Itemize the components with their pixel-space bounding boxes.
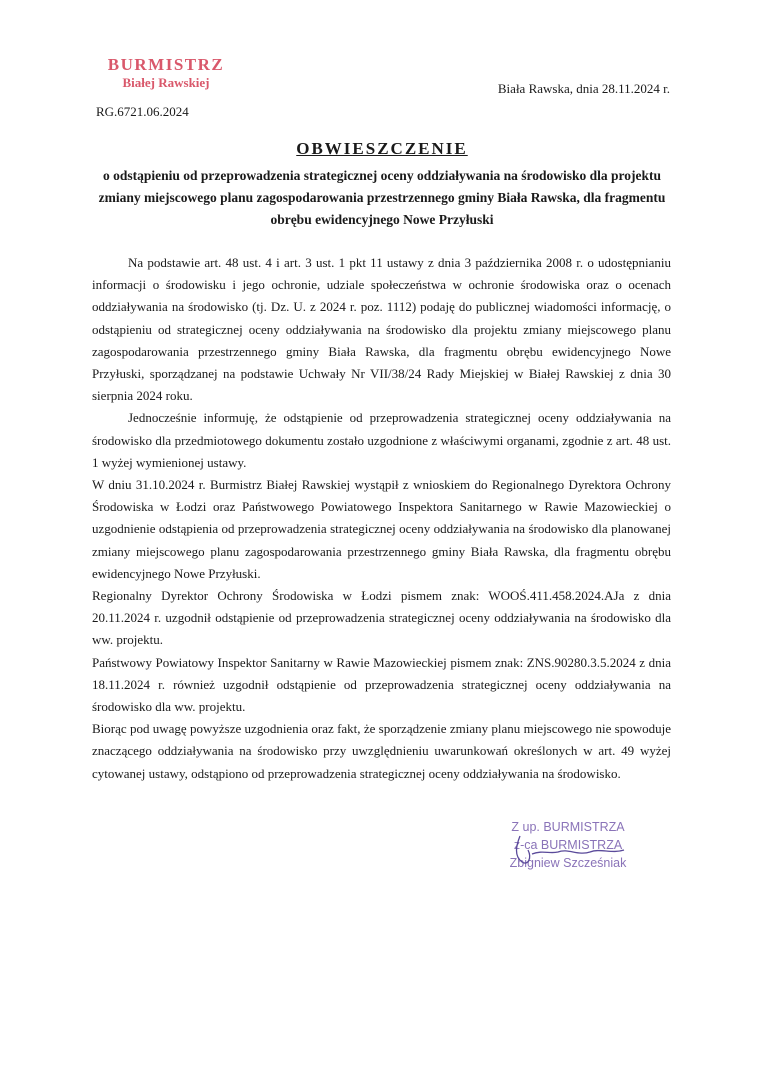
paragraph-sanepid: Państwowy Powiatowy Inspektor Sanitarny w Rawie Mazowieckiej pismem znak: ZNS.90280.3.5.2024 z dnia 18.11.2024 r. również uzgodnił odstąpienie od przeprowadzenia strategicznej oceny oddziaływania na środowisko dla ww. projektu. [92, 654, 671, 715]
mayor-stamp [96, 56, 236, 89]
paragraph-conclusion: Biorąc pod uwagę powyższe uzgodnienia oraz fakt, że sporządzenie zmiany planu miejscowego nie spowoduje znaczącego oddziaływania na środowisko przy uwzględnieniu uwarunkowań określonych w art. 49 wyżej cytowanej ustawy, odstąpiono od przeprowadzenia strategicznej oceny oddziaływania na środowisko. [92, 721, 671, 781]
paragraph-agreement: Jednocześnie informuję, że odstąpienie od przeprowadzenia strategicznej oceny oddziaływania na środowisko dla przedmiotowego dokumentu zostało uzgodnione z właściwymi organami, zgodnie z art. 48 ust. 1 wyżej wymienionej ustawy. [92, 410, 671, 470]
signature-line-2: z-ca BURMISTRZA [513, 838, 623, 852]
document-body [92, 252, 671, 785]
signature-stamp [498, 818, 638, 880]
reference-number: RG.6721.06.2024 [96, 104, 189, 119]
paragraph-rdos: Regionalny Dyrektor Ochrony Środowiska w Łodzi pismem znak: WOOŚ.411.458.2024.AJa z dnia 20.11.2024 r. uzgodnił odstąpienie od przeprowadzenia strategicznej oceny oddziaływania na środowisko dla ww. projektu. [92, 588, 671, 648]
document-title: OBWIESZCZENIE [296, 139, 468, 158]
signature-line-1: Z up. BURMISTRZA [511, 820, 625, 834]
document-subject: o odstąpieniu od przeprowadzenia strategicznej oceny oddziaływania na środowisko dla projektu zmiany miejscowego planu zagospodarowania przestrzennego gminy Biała Rawska, dla fragmentu obrębu ewidencyjnego Nowe Przyłuski [98, 168, 666, 227]
handwritten-signature [502, 828, 632, 874]
stamp-subtitle: Białej Rawskiej [122, 75, 210, 90]
paragraph-request: W dniu 31.10.2024 r. Burmistrz Białej Rawskiej wystąpił z wnioskiem do Regionalnego Dyrektora Ochrony Środowiska w Łodzi oraz Państwowego Powiatowego Inspektora Sanitarnego w Rawie Mazowieckiej o uzgodnienie odstąpienia od przeprowadzenia strategicznej oceny oddziaływania na środowisko dla planowanej zmiany miejscowego planu zagospodarowania przestrzennego gminy Biała Rawska, dla fragmentu obrębu ewidencyjnego Nowe Przyłuski. [92, 477, 671, 581]
place-date: Biała Rawska, dnia 28.11.2024 r. [497, 81, 670, 96]
signature-line-3: Zbigniew Szcześniak [509, 856, 627, 870]
stamp-title: BURMISTRZ [107, 55, 225, 74]
paragraph-legal-basis: Na podstawie art. 48 ust. 4 i art. 3 ust. 1 pkt 11 ustawy z dnia 3 października 2008 r. o udostępnianiu informacji o środowisku i jego ochronie, udziale społeczeństwa w ochronie środowiska oraz o ocenach oddziaływania na środowisko (tj. Dz. U. z 2024 r. poz. 1112) podaję do publicznej wiadomości informację, o odstąpieniu od strategicznej oceny oddziaływania na środowisko dla projektu zmiany miejscowego planu zagospodarowania przestrzennego gminy Biała Rawska, dla fragmentu obrębu ewidencyjnego Nowe Przyłuski, sporządzanej na podstawie Uchwały Nr VII/38/24 Rady Miejskiej w Białej Rawskiej z dnia 30 sierpnia 2024 roku. [92, 255, 671, 404]
